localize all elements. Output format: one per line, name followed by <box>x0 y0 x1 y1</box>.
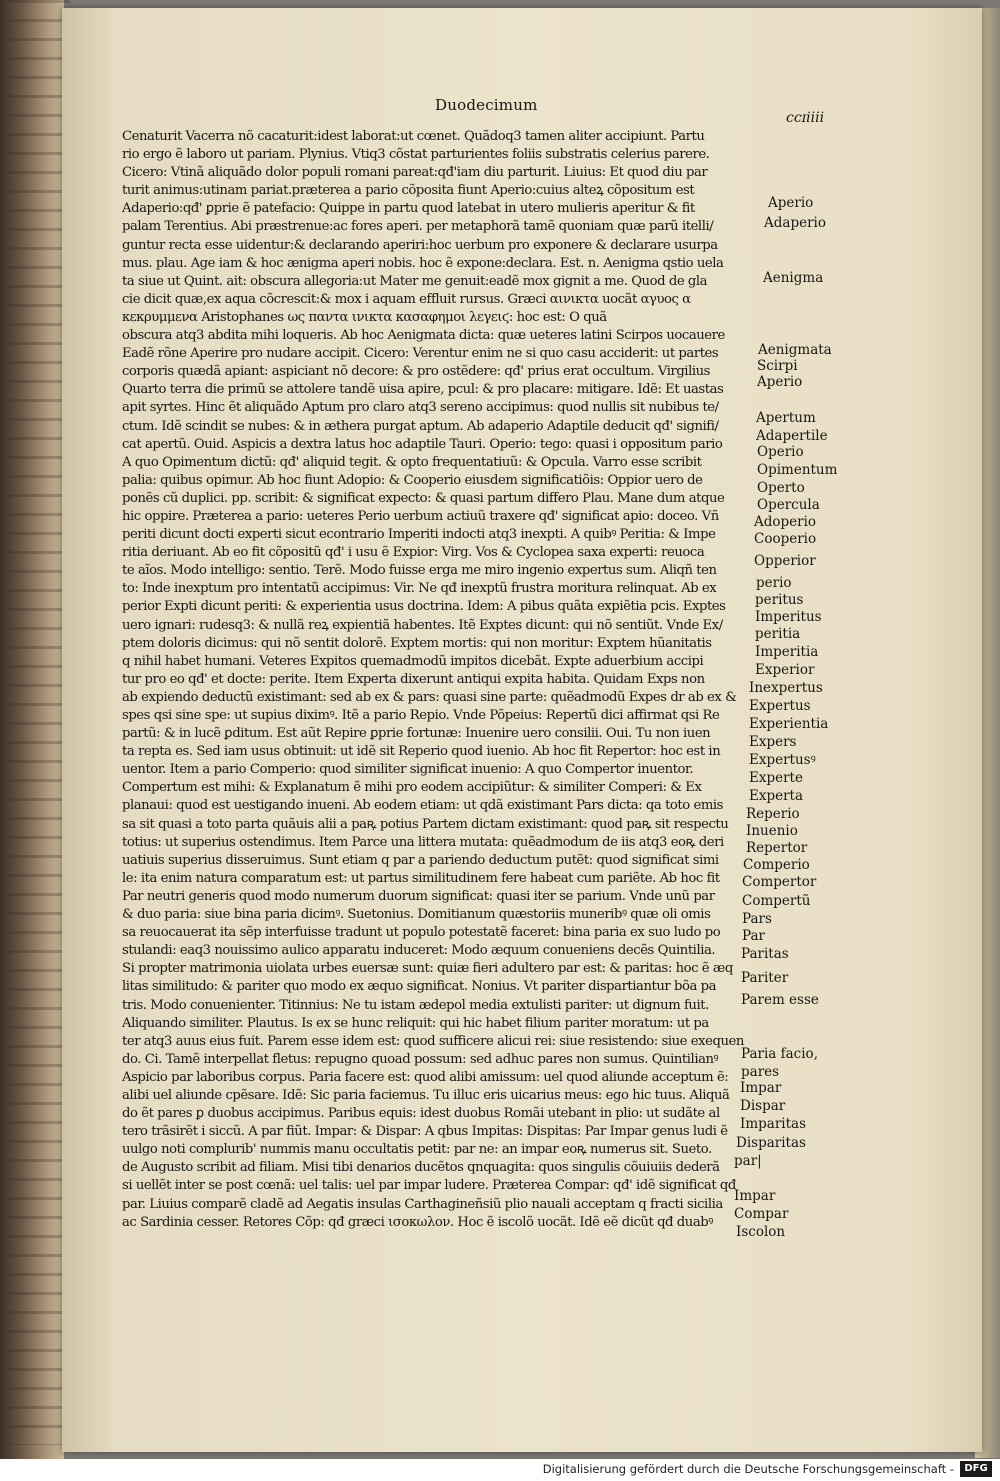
text-line: Cicero: Vtinã aliquãdo dolor populi romani pareat:qđ'iam diu parturit. Liuius: Et quod diu par <box>122 165 708 181</box>
marginal-note: Aperio <box>768 195 814 211</box>
marginal-note: par| <box>734 1153 762 1169</box>
text-line: Si propter matrimonia uiolata urbes euersæ sunt: quiæ fieri adultero par est: & paritas: hoc ẽ æq <box>122 961 733 977</box>
text-line: do. Ci. Tamẽ interpellat fletus: repugno quoad possum: sed adhuc pares non sumus. Quintilianꝰ <box>122 1051 719 1067</box>
previous-page-edge <box>8 0 70 1445</box>
text-line: Compertum est mihi: & Explanatum ẽ mihi pro eodem accipiũtur: & similiter Comperi: & Ex <box>122 780 702 796</box>
text-line: ac Sardinia cesser. Retores Cõp: qđ græci ισοκωλον. Hoc ẽ iscolõ uocãt. Idẽ eẽ dicũt qđ duabꝰ <box>122 1214 713 1230</box>
text-line: sa sit quasi a toto parta quãuis alii a paꝶ potius Partem dictam existimant: quod paꝶ sit respectu <box>122 816 729 832</box>
marginal-note: Imperitia <box>755 644 819 660</box>
text-line: ctum. Idẽ scindit se nubes: & in æthera purgat aptum. Ab adaperio Adaptile deducit qđ' signifi/ <box>122 418 719 434</box>
marginal-note: Reperio <box>746 806 800 822</box>
text-line: perior Expti dicunt periti: & experientia usus doctrina. Idem: A pibus quãta expiẽtia pcis. Exptes <box>122 599 726 615</box>
text-line: turit animus:utinam pariat.præterea a pario cõposita fiunt Aperio:cuius alteꝝ cõpositum est <box>122 183 695 199</box>
text-line: uulgo noti complurib' nummis manu occultatis petit: par ne: an impar eoꝶ numerus sit. Sueto. <box>122 1142 712 1158</box>
marginal-note: Opimentum <box>757 462 838 478</box>
marginal-note: Inuenio <box>746 823 798 839</box>
marginal-note: Impar <box>734 1188 776 1204</box>
marginal-note: Par <box>742 928 765 944</box>
text-line: do ẽt pares ꝑ duobus accipimus. Paribus equis: idest duobus Romãi utebant in plio: ut sudãte al <box>122 1106 720 1122</box>
text-line: ponẽs cũ duplici. pp. scribit: & significat expecto: & quasi partum differo Plau. Mane dum atque <box>122 490 725 506</box>
marginal-note: Comperio <box>743 857 810 873</box>
marginal-note: Experientia <box>749 716 829 732</box>
marginal-note: Paritas <box>741 946 789 962</box>
marginal-note: Experior <box>755 662 815 678</box>
marginal-note: Parem esse <box>741 992 819 1008</box>
text-line: tero trãsirẽt i siccũ. A par fiũt. Impar: & Dispar: A qbus Impitas: Dispitas: Par Impar genus ludi ẽ <box>122 1124 728 1140</box>
marginal-note: Expertusꝰ <box>749 752 816 768</box>
marginal-note: Operto <box>757 480 805 496</box>
marginal-note: Aenigmata <box>758 342 832 358</box>
text-line: tur pro eo qđ' et docte: perite. Item Experta dixerunt antiqui expita habita. Quidam Exps non <box>122 671 705 687</box>
text-line: Aspicio par laboribus corpus. Paria facere est: quod alibi amissum: uel quod aliunde acceptum ẽ: <box>122 1069 729 1085</box>
marginal-note: Disparitas <box>736 1135 806 1151</box>
text-line: litas similitudo: & pariter quo modo ex æquo significat. Nonius. Vt pariter dispartiantur bõa pa <box>122 979 717 995</box>
text-line: A quo Opimentum dictũ: qđ' aliquid tegit. & opto frequentatiuũ: & Opcula. Varro esse scribit <box>122 454 702 470</box>
text-line: tris. Modo conuenienter. Titinnius: Ne tu istam ædepol media extulisti pariter: ut dignum fuit. <box>122 997 709 1013</box>
marginal-note: pares <box>741 1064 780 1080</box>
marginal-note: perio <box>756 575 792 591</box>
marginal-note: peritus <box>755 592 804 608</box>
text-line: cat apertũ. Ouid. Aspicis a dextra latus hoc adaptile Tauri. Operio: tego: quasi i oppositum pario <box>122 436 723 452</box>
digitization-credit: Digitalisierung gefördert durch die Deutsche Forschungsgemeinschaft - <box>542 1462 954 1476</box>
text-line: Adaperio:qđ' ꝑprie ẽ patefacio: Quippe in partu quod latebat in utero mulieris aperitur & fit <box>122 201 695 217</box>
text-line: to: Inde inexptum pro intentatũ accipimus: Vir. Ne qđ inexptũ frustra moritura relinquat. Ab ex <box>122 581 717 597</box>
text-line: guntur recta esse uidentur:& declarando aperiri:hoc uerbum pro exponere & declarare usurpa <box>122 237 718 253</box>
marginal-note: Expertus <box>749 698 811 714</box>
marginal-note: Compertũ <box>742 893 811 909</box>
text-line: cie dicit quæ,ex aqua cõcrescit:& mox i aquam effluit rursus. Græci αινικτα uocãt αγυος α <box>122 291 691 307</box>
text-line: rio ergo ẽ laboro ut pariam. Plynius. Vtiq3 cõstat parturientes foliis substratis celerius parere. <box>122 147 710 163</box>
text-line: corporis quædã apiant: aspiciant nõ decore: & pro ostẽdere: qđ' prius erat occultum. Virgilius <box>122 364 710 380</box>
marginal-note: Aenigma <box>763 270 824 286</box>
text-line: stulandi: eaq3 nouissimo aulico apparatu induceret: Modo æquum conueniens decẽs Quintilia. <box>122 943 716 959</box>
running-title: Duodecimum <box>435 96 538 114</box>
text-line: hic oppire. Præterea a pario: ueteres Perio uerbum actiuũ traxere qđ' significat apio: doceo. Vñ <box>122 508 719 524</box>
marginal-note: Inexpertus <box>749 680 823 696</box>
text-line: planaui: quod est uestigando inueni. Ab eodem etiam: ut qdã existimant Pars dicta: qa toto emis <box>122 798 723 814</box>
marginal-note: Adoperio <box>754 514 817 530</box>
text-line: totius: ut superius ostendimus. Item Parce una littera mutata: quẽadmodum de iis atq3 eoꝶ deri <box>122 834 724 850</box>
text-line: κεκρυμμενα Aristophanes ως παντα ινικτα κασαφημοι λεγειϛ: hoc est: O quã <box>122 309 607 325</box>
text-line: ritia deriuant. Ab eo fit cõpositũ qđ' i usu ẽ Expior: Virg. Vos & Cyclopea saxa experti: reuoca <box>122 545 705 561</box>
text-line: si uellẽt inter se post cœnã: uel talis: uel par impar ludere. Præterea Compar: qđ' idẽ significat qđ <box>122 1178 736 1194</box>
marginal-note: Iscolon <box>736 1224 786 1240</box>
text-line: Eadẽ rõne Aperire pro nudare accipit. Cicero: Verentur enim ne si quo casu acciderit: ut partes <box>122 346 719 362</box>
marginal-note: Opperior <box>754 553 816 569</box>
text-line: obscura atq3 abdita mihi loqueris. Ab hoc Aenigmata dicta: quæ ueteres latini Scirpos uocauere <box>122 328 725 344</box>
marginal-note: Experta <box>749 788 804 804</box>
marginal-note: Compar <box>734 1206 789 1222</box>
marginal-note: Experte <box>749 770 803 786</box>
text-line: uentor. Item a pario Comperio: quod similiter significat inuenio: A quo Compertor inuentor. <box>122 762 694 778</box>
text-line: te aĩos. Modo intelligo: sentio. Terẽ. Modo fuisse erga me miro ingenio expertus sum. Aliqñ ten <box>122 563 717 579</box>
text-line: uatiuis superius disseruimus. Sunt etiam q par a pariendo deductum putẽt: quod significat simi <box>122 852 719 868</box>
text-line: partũ: & in lucẽ ꝑditum. Est aũt Repire ꝑprie fortunæ: Inuenire uero consilii. Oui. Tu non iuen <box>122 726 711 742</box>
marginal-note: Impar <box>740 1080 782 1096</box>
text-line: alibi uel aliunde cpẽsare. Idẽ: Sic paria faciemus. Tu illuc eris uicarius meus: ego hic tuus. Aliquã <box>122 1087 730 1103</box>
text-line: Aliquando similiter. Plautus. Is ex se hunc reliquit: qui hic habet filium pariter moratum: ut pa <box>122 1015 709 1031</box>
marginal-note: Imparitas <box>740 1116 806 1132</box>
marginal-note: Compertor <box>742 874 817 890</box>
text-line: ta repta es. Sed iam usus obtinuit: ut idẽ sit Reperio quod iuenio. Ab hoc fit Repertor: hoc est in <box>122 744 721 760</box>
text-line: q nihil habet humani. Veteres Expitos quemadmodũ impitos dicebãt. Expte aduerbium accipi <box>122 653 704 669</box>
folio-number: ccɪiiii <box>786 110 825 126</box>
marginal-note: Paria facio, <box>741 1046 818 1062</box>
marginal-note: Scirpi <box>757 358 798 374</box>
text-line: Par neutri generis quod modo numerum duorum significat: quasi iter se parium. Vnde unũ par <box>122 888 715 904</box>
text-line: le: ita enim natura comparatum est: ut partus similitudinem fere habeat cum pariẽte. Ab hoc fit <box>122 870 720 886</box>
marginal-note: Opercula <box>757 497 820 513</box>
marginal-note: Pars <box>742 911 772 927</box>
text-line: & duo paria: siue bina paria dicimꝰ. Suetonius. Domitianum quæstoriis muneribꝰ quæ oli omis <box>122 907 711 923</box>
marginal-note: Operio <box>757 444 804 460</box>
text-line: palia: quibus opimur. Ab hoc fiunt Adopio: & Cooperio eiusdem significatiõis: Oppior uero de <box>122 472 703 488</box>
text-line: apit syrtes. Hinc ẽt aliquãdo Aptum pro claro atq3 sereno accipimus: quod nullis sit nubibus te/ <box>122 400 719 416</box>
marginal-note: Adapertile <box>756 428 828 444</box>
text-line: palam Terentius. Abi præstrenue:ac fores aperi. per metaphorã tamẽ quoniam quæ parũ itelli/ <box>122 219 714 235</box>
text-line: par. Liuius comparẽ cladẽ ad Aegatis insulas Carthagineñsiũ plio nauali acceptam q fracti sicilia <box>122 1196 723 1212</box>
marginal-note: Dispar <box>740 1098 786 1114</box>
marginal-note: Aperio <box>757 374 803 390</box>
text-line: ta siue ut Quint. ait: obscura allegoria:ut Mater me genuit:eadẽ mox gignit a me. Quod de gla <box>122 273 708 289</box>
marginal-note: Expers <box>749 734 797 750</box>
text-line: Cenaturit Vacerra nõ cacaturit:idest laborat:ut cœnet. Quãdoq3 tamen aliter accipiunt. Partu <box>122 129 705 144</box>
text-line: uero ignari: rudesq3: & nullã reꝝ expientiã habentes. Itẽ Exptes dicunt: qui nõ sentiũt. Vnde Ex/ <box>122 617 723 633</box>
text-line: mus. plau. Age iam & hoc ænigma aperi nobis. hoc ẽ expone:declara. Est. n. Aenigma qstio uela <box>122 255 724 271</box>
text-line: Quarto terra die primũ se attolere tandẽ uisa apire, pcul: & pro placare: mitigare. Idẽ: Et uastas <box>122 382 724 398</box>
marginal-note: Apertum <box>756 410 816 426</box>
text-line: sa reuocauerat ita sẽp interfuisse tradunt ut populo potestatẽ faceret: bina paria ex suo ludo po <box>122 925 721 941</box>
marginal-note: peritia <box>755 626 801 642</box>
text-line: de Augusto scribit ad filiam. Misi tibi denarios ducẽtos qnquagita: quos singulis cõuiuiis dederã <box>122 1160 720 1176</box>
marginal-note: Imperitus <box>755 609 822 625</box>
main-text-block <box>122 128 762 1232</box>
marginal-note: Adaperio <box>764 215 826 231</box>
marginal-note: Cooperio <box>754 531 817 547</box>
dfg-logo: DFG <box>960 1461 992 1477</box>
text-line: ab expiendo deductũ existimant: sed ab ex & pars: quasi sine parte: quẽadmodũ Expes dr ab ex & <box>122 689 737 705</box>
text-line: ter atq3 auus eius fuit. Parem esse idem est: quod sufficere alicui rei: siue resistendo: siue exequen <box>122 1033 744 1049</box>
text-line: periti dicunt docti experti sicut econtrario Imperiti indocti atq3 inexpti. A quibꝰ Peritia: & Impe <box>122 527 716 543</box>
marginal-note: Pariter <box>741 970 789 986</box>
text-line: spes qsi sine spe: ut supius diximꝰ. Itẽ a pario Repio. Vnde Põpeius: Repertũ dici affirmat qsi Re <box>122 708 720 723</box>
marginal-note: Repertor <box>746 840 808 856</box>
text-line: ptem doloris dicimus: qui nõ sentit dolorẽ. Exptem mortis: qui non moritur: Exptem hũanitatis <box>122 635 712 651</box>
